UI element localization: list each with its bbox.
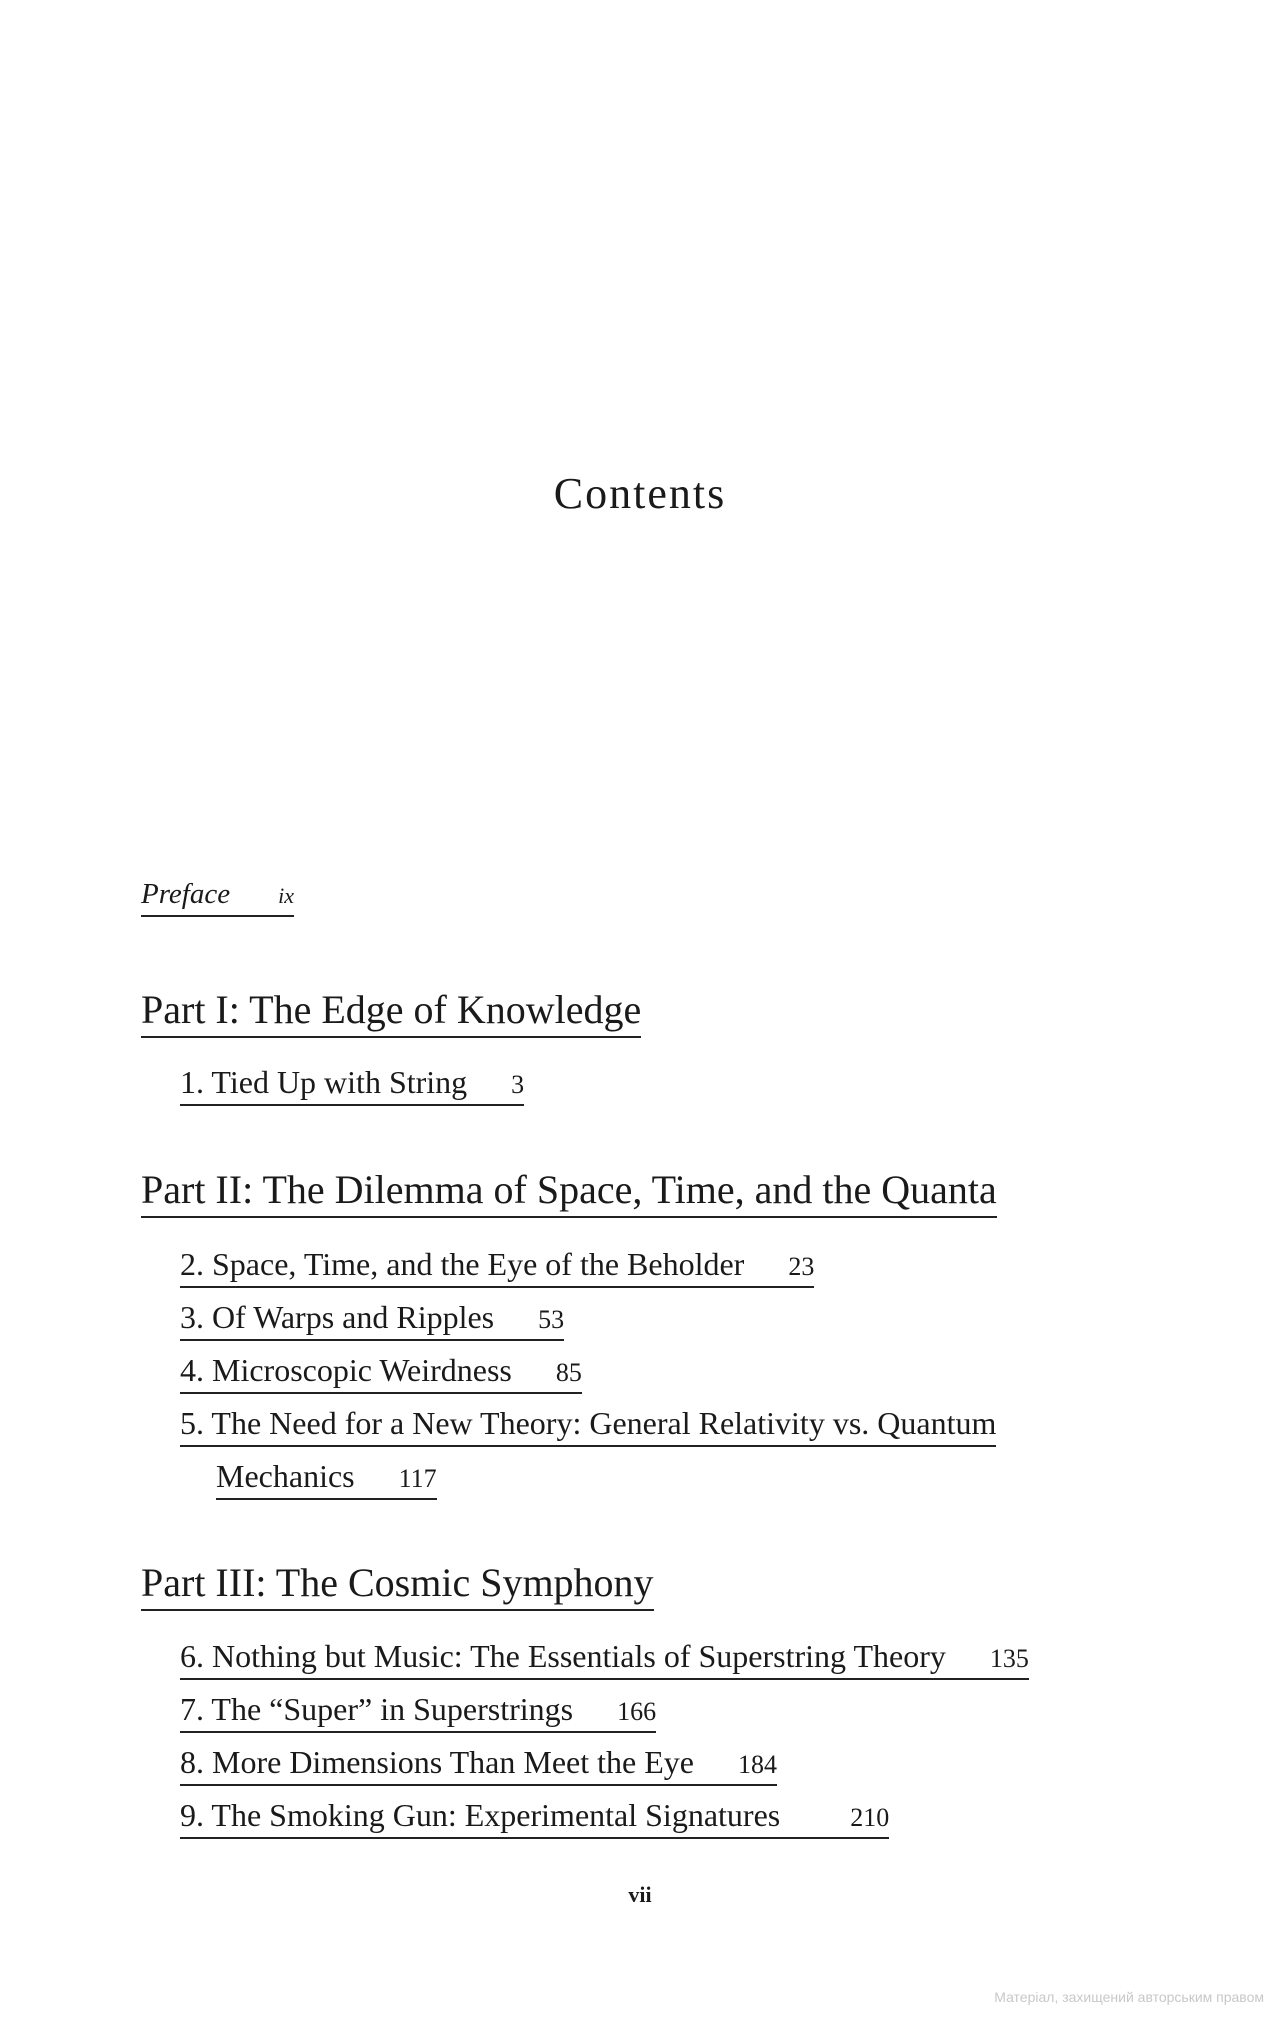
toc-chapter-2[interactable] (180, 1248, 814, 1288)
toc-entry-label: 2. Space, Time, and the Eye of the Beholder (180, 1246, 745, 1282)
toc-part-title: Part I: The Edge of Knowledge (141, 987, 642, 1032)
toc-page-number: 184 (737, 1750, 777, 1779)
page-title: Contents (553, 469, 727, 518)
toc-entry-label: 8. More Dimensions Than Meet the Eye (180, 1744, 694, 1780)
toc-entry-label: 1. Tied Up with String (180, 1064, 468, 1100)
toc-entry-label: Preface (141, 878, 231, 910)
copyright-watermark: Матеріал, захищений авторським правом (994, 1989, 1264, 2005)
toc-part-1[interactable] (141, 987, 642, 1038)
toc-entry-label: 3. Of Warps and Ripples (180, 1299, 495, 1335)
toc-part-title: Part II: The Dilemma of Space, Time, and the Quanta (141, 1167, 997, 1212)
toc-chapter-4[interactable] (180, 1354, 582, 1394)
toc-page-number: 3 (511, 1070, 525, 1099)
toc-entry-label: 4. Microscopic Weirdness (180, 1352, 512, 1388)
toc-part-2[interactable] (141, 1167, 997, 1218)
toc-page-number: 117 (398, 1464, 437, 1493)
toc-chapter-6[interactable] (180, 1640, 1029, 1680)
toc-chapter-7[interactable] (180, 1693, 656, 1733)
toc-page-number: 85 (555, 1358, 582, 1387)
toc-entry-label: 5. The Need for a New Theory: General Relativity vs. Quantum (180, 1405, 997, 1441)
toc-entry-label: 7. The “Super” in Superstrings (180, 1691, 574, 1727)
toc-page-number: 166 (617, 1697, 657, 1726)
toc-page-number: 23 (788, 1252, 815, 1281)
toc-entry-label: Mechanics (216, 1458, 355, 1494)
toc-chapter-5-continuation[interactable] (216, 1460, 437, 1500)
toc-chapter-5[interactable] (180, 1407, 996, 1447)
toc-part-3[interactable] (141, 1560, 654, 1611)
toc-page-number: 210 (850, 1803, 890, 1832)
toc-entry-label: 6. Nothing but Music: The Essentials of Superstring Theory (180, 1638, 946, 1674)
page-folio: vii (628, 1882, 652, 1907)
toc-chapter-3[interactable] (180, 1301, 564, 1341)
toc-chapter-9[interactable] (180, 1799, 889, 1839)
toc-page-number: ix (278, 883, 294, 908)
toc-entry-label: 9. The Smoking Gun: Experimental Signatures (180, 1797, 781, 1833)
toc-entry-preface[interactable] (141, 880, 294, 917)
toc-chapter-8[interactable] (180, 1746, 777, 1786)
toc-chapter-1[interactable] (180, 1066, 524, 1106)
toc-page-number: 53 (538, 1305, 565, 1334)
toc-page-number: 135 (989, 1644, 1029, 1673)
toc-part-title: Part III: The Cosmic Symphony (141, 1560, 654, 1605)
